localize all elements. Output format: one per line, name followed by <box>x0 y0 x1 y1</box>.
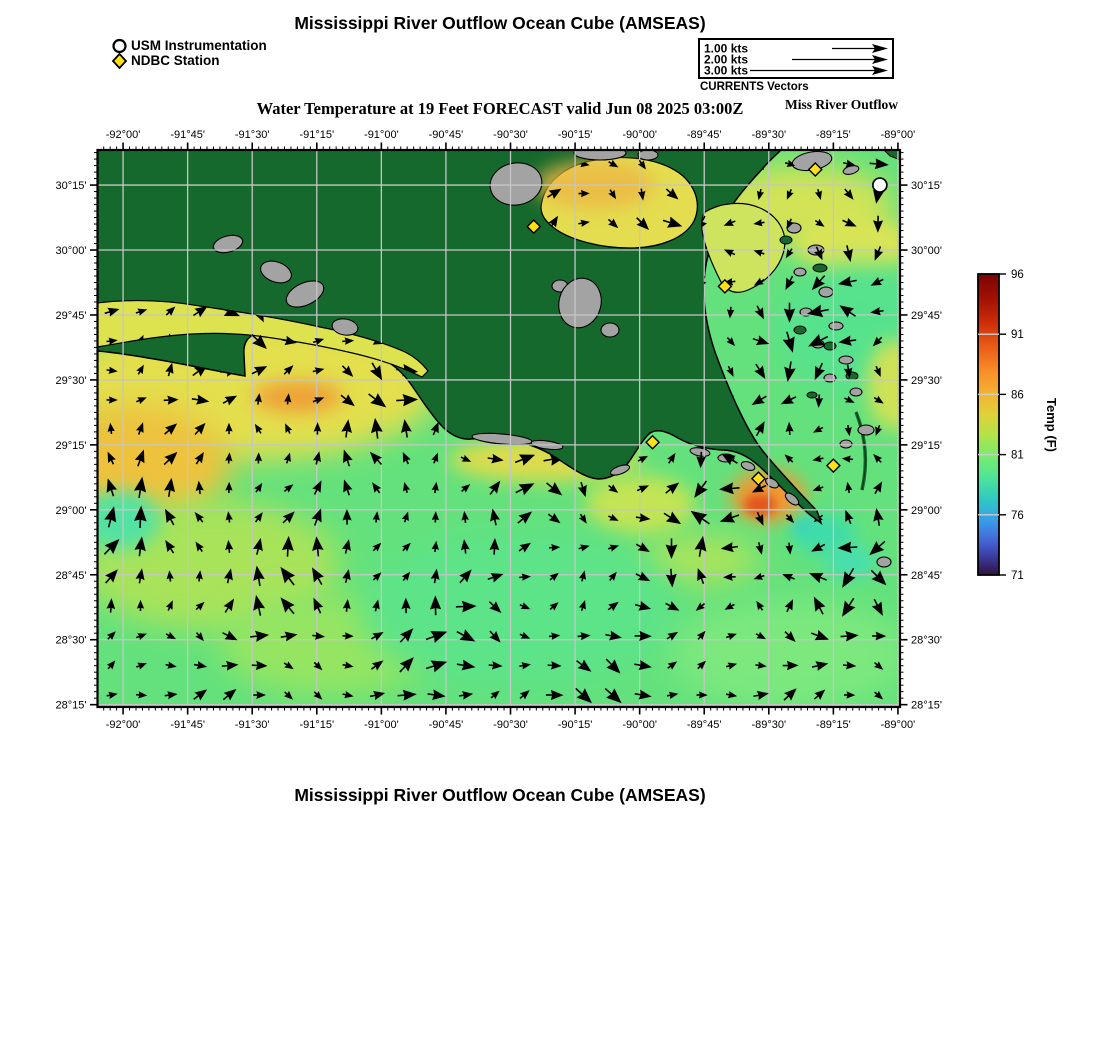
region-label: Miss River Outflow <box>785 97 898 112</box>
lat-tick-label-right: 29°45' <box>911 309 942 322</box>
colorbar-tick-label: 86 <box>1011 389 1024 402</box>
footer-title: Mississippi River Outflow Ocean Cube (AMSEAS) <box>294 785 706 805</box>
vector-scale-caption: CURRENTS Vectors <box>700 81 809 93</box>
vector-scale-label: 1.00 kts <box>704 41 749 56</box>
colorbar-label: Temp (F) <box>1044 398 1059 452</box>
lat-tick-label-left: 30°00' <box>55 245 87 258</box>
colorbar-tick-label: 81 <box>1011 449 1024 462</box>
lat-tick-label-left: 29°30' <box>55 374 87 387</box>
lon-tick-label-top: -91°15' <box>299 129 335 141</box>
lon-tick-label-bottom: -89°45' <box>686 719 722 731</box>
colorbar-gradient <box>978 274 999 575</box>
lon-tick-label-top: -90°45' <box>428 129 464 141</box>
lat-tick-label-left: 28°45' <box>55 569 87 582</box>
lat-tick-label-right: 29°15' <box>911 439 942 452</box>
lat-tick-label-left: 30°15' <box>55 180 87 193</box>
lat-tick-label-right: 28°30' <box>911 634 942 647</box>
lon-tick-label-bottom: -91°45' <box>170 719 205 731</box>
lat-tick-label-right: 29°30' <box>911 374 942 387</box>
lon-tick-label-bottom: -89°15' <box>816 719 851 731</box>
lon-tick-label-bottom: -90°15' <box>557 719 593 731</box>
lon-tick-label-bottom: -90°45' <box>428 719 464 731</box>
usm-instrumentation-marker <box>873 178 887 192</box>
lat-tick-label-right: 29°00' <box>911 504 942 517</box>
lat-tick-label-left: 29°45' <box>55 309 87 322</box>
lon-tick-label-top: -89°00' <box>880 129 916 141</box>
vector-scale-label: 2.00 kts <box>704 52 749 67</box>
lon-tick-label-bottom: -91°30' <box>234 719 270 731</box>
lon-tick-label-top: -90°15' <box>557 129 593 141</box>
lon-tick-label-bottom: -91°00' <box>364 719 399 731</box>
lat-tick-label-left: 29°00' <box>55 504 87 517</box>
lat-tick-label-right: 28°15' <box>911 699 942 712</box>
lat-tick-label-right: 30°15' <box>911 180 942 193</box>
legend-label-ndbc: NDBC Station <box>131 53 220 68</box>
colorbar-tick-label: 76 <box>1011 509 1024 522</box>
lon-tick-label-bottom: -90°00' <box>622 719 657 731</box>
lon-tick-label-bottom: -89°00' <box>880 719 916 731</box>
lat-tick-label-left: 28°30' <box>55 634 87 647</box>
lon-tick-label-top: -91°45' <box>170 129 205 141</box>
lat-tick-label-right: 28°45' <box>911 569 942 582</box>
lon-tick-label-bottom: -90°30' <box>493 719 528 731</box>
lon-tick-label-top: -89°30' <box>751 129 787 141</box>
lon-tick-label-top: -92°00' <box>105 129 141 141</box>
lon-tick-label-bottom: -92°00' <box>105 719 141 731</box>
vector-scale-label: 3.00 kts <box>704 63 749 77</box>
lon-tick-label-top: -91°00' <box>364 129 399 141</box>
lon-tick-label-top: -89°15' <box>816 129 851 141</box>
lon-tick-label-top: -89°45' <box>686 129 722 141</box>
lon-tick-label-bottom: -89°30' <box>751 719 787 731</box>
lat-tick-label-left: 28°15' <box>55 699 87 712</box>
lon-tick-label-top: -91°30' <box>234 129 270 141</box>
colorbar-tick-label: 71 <box>1011 570 1024 582</box>
colorbar <box>978 269 1059 582</box>
lat-tick-label-left: 29°15' <box>55 439 87 452</box>
lon-tick-label-top: -90°30' <box>493 129 528 141</box>
page-title: Mississippi River Outflow Ocean Cube (AMSEAS) <box>294 13 706 33</box>
lat-tick-label-right: 30°00' <box>911 245 942 258</box>
map-subtitle: Water Temperature at 19 Feet FORECAST valid Jun 08 2025 03:00Z <box>256 99 744 118</box>
colorbar-tick-label: 91 <box>1011 329 1024 342</box>
legend-label-usm: USM Instrumentation <box>131 38 267 53</box>
lon-tick-label-top: -90°00' <box>622 129 657 141</box>
lon-tick-label-bottom: -91°15' <box>299 719 335 731</box>
colorbar-tick-label: 96 <box>1011 269 1024 281</box>
